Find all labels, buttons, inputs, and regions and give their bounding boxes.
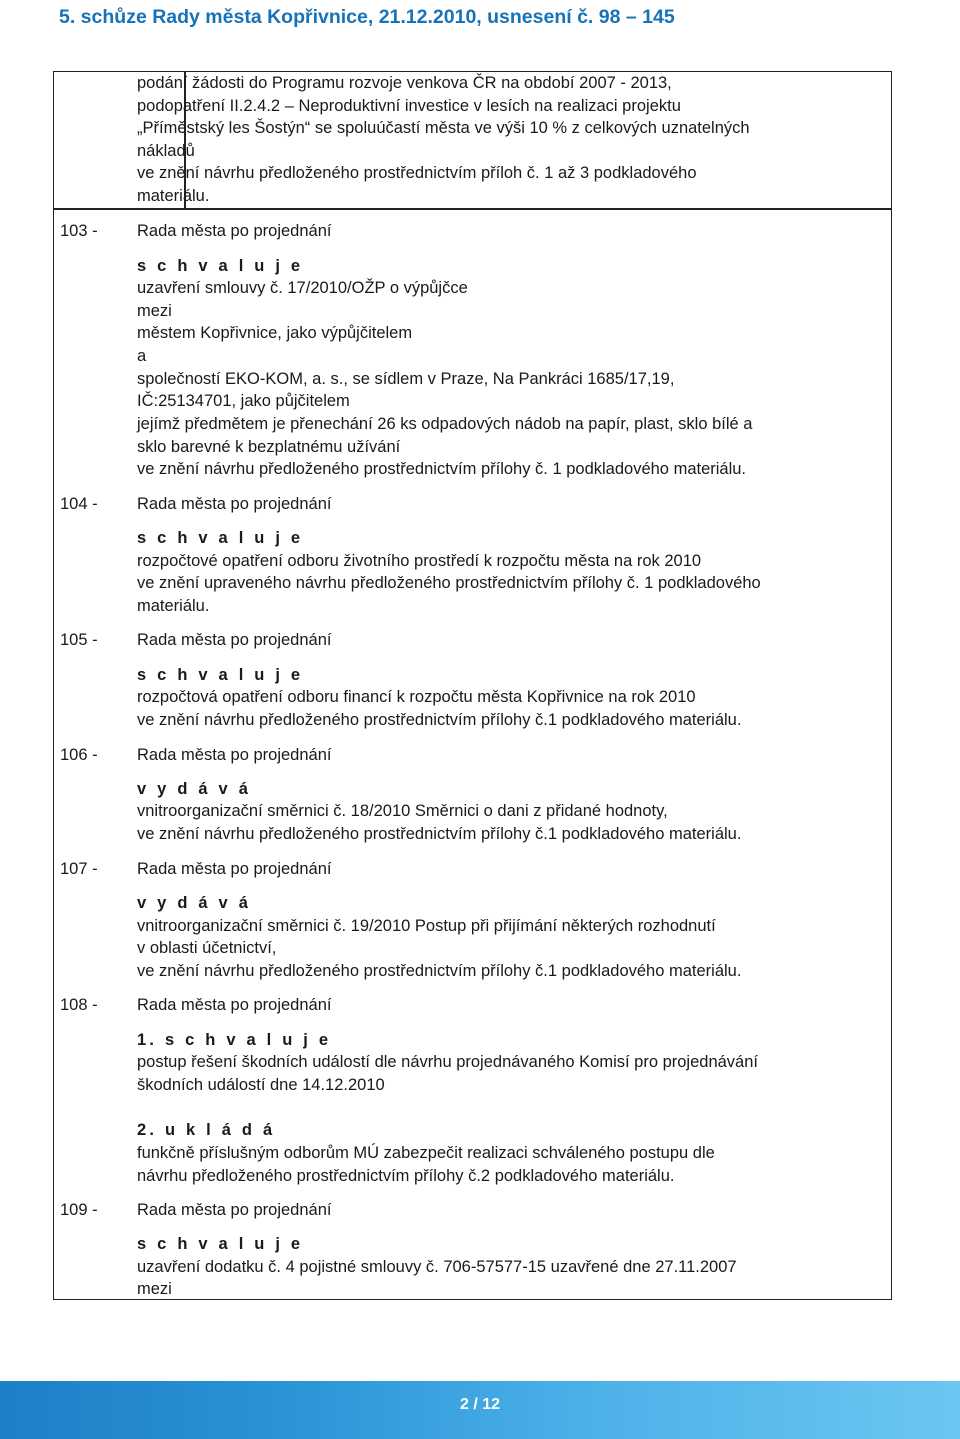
resolution-text-line: funkčně příslušným odborům MÚ zabezpečit realizaci schváleného postupu dle: [137, 1144, 715, 1162]
continued-text-line: podání žádosti do Programu rozvoje venkova ČR na období 2007 - 2013,: [137, 74, 672, 92]
resolution-keyword: v y d á v á: [137, 894, 252, 912]
resolution-number: 109 -: [60, 1201, 98, 1219]
resolution-number: 106 -: [60, 746, 98, 764]
resolution-text-line: mezi: [137, 302, 172, 320]
resolution-intro: Rada města po projednání: [137, 1201, 332, 1219]
resolution-text-line: v oblasti účetnictví,: [137, 939, 277, 957]
continued-text-line: podopatření II.2.4.2 – Neproduktivní investice v lesích na realizaci projektu: [137, 96, 681, 115]
resolution-text-line: a: [137, 347, 147, 365]
resolution-intro: Rada města po projednání: [137, 996, 332, 1014]
resolution-text-line: škodních událostí dne 14.12.2010: [137, 1076, 385, 1094]
resolution-number: 105 -: [60, 631, 98, 649]
resolution-text-line: vnitroorganizační směrnici č. 18/2010 Směrnici o dani z přidané hodnoty,: [137, 802, 668, 820]
resolution-text-line: uzavření dodatku č. 4 pojistné smlouvy č. 706-57577-15 uzavřené dne 27.11.2007: [137, 1258, 737, 1276]
resolution-text-line: ve znění návrhu předloženého prostřednictvím přílohy č. 1 podkladového materiálu.: [137, 460, 747, 478]
resolution-number: 108 -: [60, 996, 98, 1014]
continued-text-line: ve znění návrhu předloženého prostřednictvím příloh č. 1 až 3 podkladového: [137, 164, 697, 183]
resolution-text-line: městem Kopřivnice, jako výpůjčitelem: [137, 324, 413, 342]
resolution-keyword: s c h v a l u j e: [137, 1235, 304, 1253]
resolution-text-line: sklo barevné k bezplatnému užívání: [137, 438, 401, 456]
resolution-text-line: návrhu předloženého prostřednictvím přílohy č.2 podkladového materiálu.: [137, 1167, 675, 1185]
resolution-intro: Rada města po projednání: [137, 860, 332, 878]
resolution-intro: Rada města po projednání: [137, 631, 332, 649]
resolution-text-line: uzavření smlouvy č. 17/2010/OŽP o výpůjčce: [137, 279, 468, 297]
resolution-keyword: s c h v a l u j e: [137, 257, 304, 275]
page-number: 2 / 12: [459, 1396, 501, 1413]
resolution-text-line: ve znění návrhu předloženého prostřednictvím přílohy č.1 podkladového materiálu.: [137, 962, 742, 980]
resolution-text-line: společností EKO-KOM, a. s., se sídlem v Praze, Na Pankráci 1685/17,19,: [137, 370, 675, 388]
resolutions-table: [53, 71, 892, 1300]
resolution-number: 104 -: [60, 495, 98, 513]
resolution-text-line: mezi: [137, 1280, 172, 1298]
resolution-text-line: rozpočtová opatření odboru financí k rozpočtu města Kopřivnice na rok 2010: [137, 688, 696, 706]
resolution-text-line: rozpočtové opatření odboru životního prostředí k rozpočtu města na rok 2010: [137, 552, 702, 570]
resolution-keyword: s c h v a l u j e: [137, 529, 304, 547]
resolution-keyword: s c h v a l u j e: [137, 666, 304, 684]
resolution-number: 107 -: [60, 860, 98, 878]
continued-text-line: „Příměstský les Šostýn“ se spoluúčastí města ve výši 10 % z celkových uznatelných: [137, 119, 750, 138]
resolution-intro: Rada města po projednání: [137, 222, 332, 240]
continued-text-line: nákladů: [137, 141, 195, 160]
resolution-intro: Rada města po projednání: [137, 495, 332, 513]
resolution-keyword: 1. s c h v a l u j e: [137, 1031, 332, 1049]
resolution-text-line: vnitroorganizační směrnici č. 19/2010 Postup při přijímání některých rozhodnutí: [137, 917, 716, 935]
row-divider: [54, 208, 891, 210]
resolution-keyword: 2. u k l á d á: [137, 1121, 276, 1139]
resolution-text-line: ve znění upraveného návrhu předloženého prostřednictvím přílohy č. 1 podkladového: [137, 574, 761, 592]
resolution-text-line: jejímž předmětem je přenechání 26 ks odpadových nádob na papír, plast, sklo bílé a: [137, 415, 753, 433]
resolution-number: 103 -: [60, 222, 98, 240]
resolution-intro: Rada města po projednání: [137, 746, 332, 764]
resolution-text-line: ve znění návrhu předloženého prostřednictvím přílohy č.1 podkladového materiálu.: [137, 711, 742, 729]
continued-text-line: materiálu.: [137, 187, 210, 205]
resolution-text-line: ve znění návrhu předloženého prostřednictvím přílohy č.1 podkladového materiálu.: [137, 825, 742, 843]
resolution-keyword: v y d á v á: [137, 780, 252, 798]
resolution-text-line: materiálu.: [137, 597, 210, 615]
page-title: 5. schůze Rady města Kopřivnice, 21.12.2010, usnesení č. 98 – 145: [59, 6, 675, 28]
resolution-text-line: postup řešení škodních událostí dle návrhu projednávaného Komisí pro projednávání: [137, 1053, 758, 1071]
resolution-text-line: IČ:25134701, jako půjčitelem: [137, 392, 350, 410]
